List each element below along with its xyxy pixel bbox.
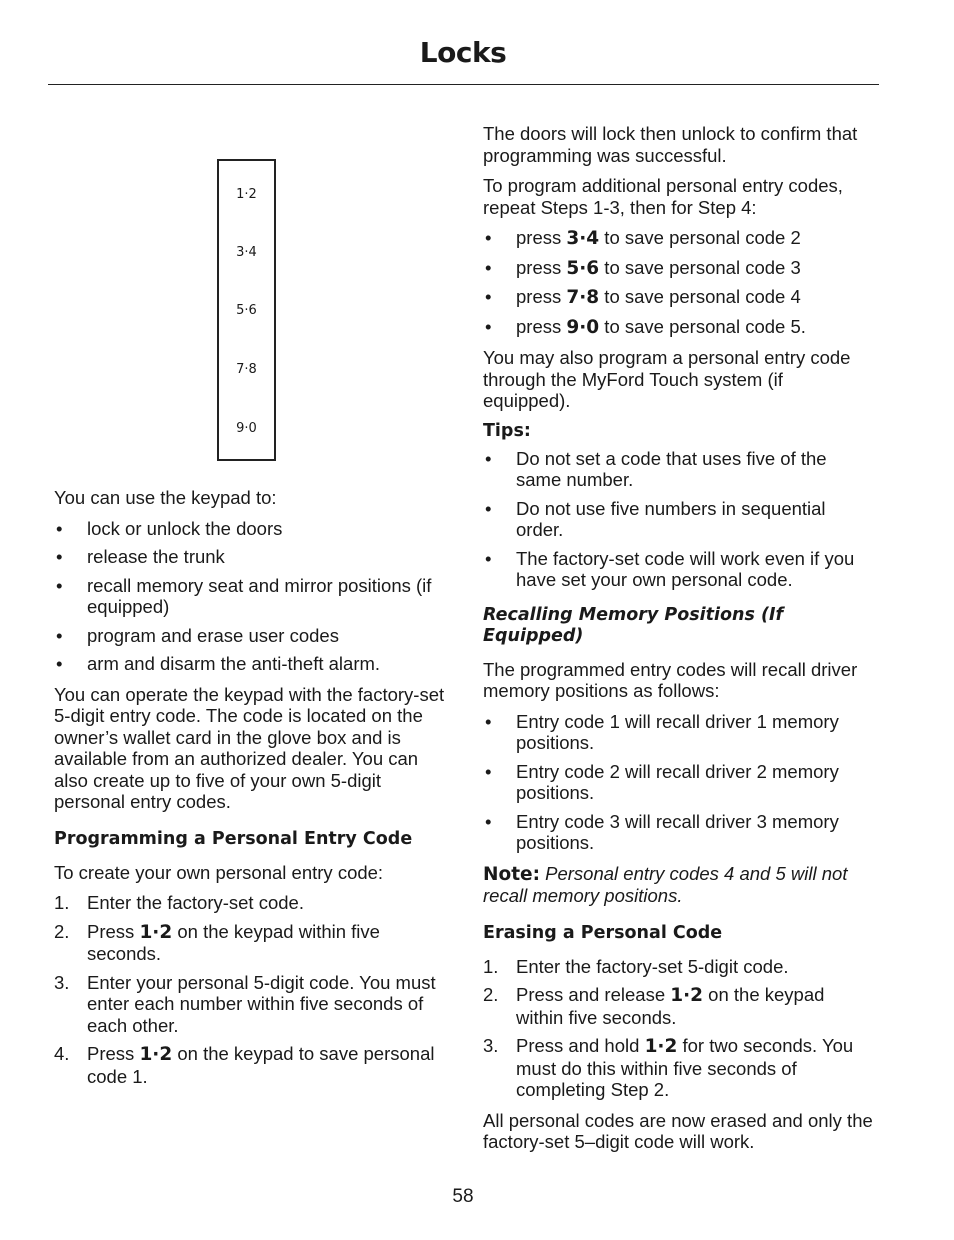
bullet: • — [56, 653, 63, 674]
list-item: • lock or unlock the doors — [56, 517, 283, 539]
additional-codes-list — [483, 227, 875, 338]
bullet: • — [485, 497, 492, 519]
step-item: 3. Enter your personal 5-digit code. You must enter each number within five seconds of each other. — [54, 971, 436, 1036]
keypad-button-3-4: 3·4 — [236, 245, 257, 260]
list-item: • Entry code 2 will recall driver 2 memory positions. — [485, 760, 839, 803]
step-number: 4. — [54, 1043, 70, 1064]
erase-steps — [483, 956, 875, 1101]
bullet: • — [485, 710, 492, 732]
keypad-button-1-2: 1·2 — [236, 187, 257, 202]
keypad-button-7-8: 7·8 — [236, 362, 257, 377]
bullet: • — [485, 810, 492, 832]
keypad-button-5-6: 5·6 — [236, 303, 257, 318]
list-item: • Entry code 3 will recall driver 3 memory positions. — [485, 810, 839, 853]
step-number: 2. — [54, 920, 70, 942]
closing-paragraph: All personal codes are now erased and only the factory-set 5–digit code will work. — [483, 1109, 873, 1152]
header-rule — [48, 84, 879, 85]
step-item: 4. Press 1·2 on the keypad to save personal code 1. — [54, 1043, 435, 1087]
programming-steps — [54, 892, 446, 1087]
recall-list — [483, 711, 875, 854]
step-item: 1. Enter the factory-set 5-digit code. — [483, 955, 789, 977]
step-number: 1. — [483, 955, 499, 977]
bullet: • — [485, 227, 492, 248]
step-item: 3. Press and hold 1·2 for two seconds. You must do this within five seconds of completing Step 2. — [483, 1035, 854, 1100]
operate-paragraph: You can operate the keypad with the factory-set 5-digit entry code. The code is located on the owner’s wallet card in the glove box and is available from an authorized dealer. You can also create up to five of your own 5-digit personal entry codes. — [54, 683, 445, 812]
left-column — [54, 487, 446, 1096]
recall-intro: The programmed entry codes will recall driver memory positions as follows: — [483, 658, 858, 701]
right-column — [483, 123, 875, 1162]
recall-heading: Recalling Memory Positions (If Equipped) — [483, 604, 784, 646]
list-item: • press 5·6 to save personal code 3 — [485, 256, 801, 279]
list-item: • recall memory seat and mirror positions (if equipped) — [56, 574, 432, 617]
list-item: • Do not set a code that uses five of the same number. — [485, 447, 827, 490]
list-item: • Entry code 1 will recall driver 1 memory positions. — [485, 710, 839, 753]
list-item: • press 3·4 to save personal code 2 — [485, 227, 801, 249]
bullet: • — [485, 256, 492, 278]
list-item: • arm and disarm the anti-theft alarm. — [56, 653, 381, 674]
bullet: • — [485, 760, 492, 782]
bullet: • — [485, 286, 492, 307]
note-label: Note: — [483, 863, 540, 885]
note-text: Personal entry codes 4 and 5 will not recall memory positions. — [483, 862, 848, 906]
step-item: 2. Press and release 1·2 on the keypad within five seconds. — [483, 984, 825, 1028]
tips-list — [483, 448, 875, 591]
programming-heading: Programming a Personal Entry Code — [54, 828, 413, 849]
myford-paragraph: You may also program a personal entry code through the MyFord Touch system (if equipped). — [483, 347, 851, 411]
page-number: 58 — [452, 1186, 474, 1207]
erase-heading: Erasing a Personal Code — [483, 922, 723, 943]
list-item: • press 9·0 to save personal code 5. — [485, 315, 806, 338]
list-item: • The factory-set code will work even if you have set your own personal code. — [485, 547, 855, 590]
bullet: • — [56, 574, 63, 596]
bullet: • — [56, 624, 63, 646]
bullet: • — [56, 517, 63, 539]
step-number: 3. — [483, 1035, 499, 1056]
confirm-paragraph: The doors will lock then unlock to confirm that programming was successful. — [483, 123, 858, 166]
bullet: • — [485, 315, 492, 337]
step-item: 1. Enter the factory-set code. — [54, 892, 304, 913]
step-number: 3. — [54, 971, 70, 993]
bullet: • — [485, 547, 492, 569]
list-item: • Do not use five numbers in sequential order. — [485, 497, 826, 540]
note — [483, 863, 875, 907]
bullet: • — [485, 447, 492, 469]
list-item: • program and erase user codes — [56, 624, 339, 646]
step-item: 2. Press 1·2 on the keypad within five seconds. — [54, 920, 380, 964]
step-number: 2. — [483, 984, 499, 1005]
step-number: 1. — [54, 892, 70, 913]
tips-heading: Tips: — [483, 420, 531, 441]
programming-intro: To create your own personal entry code: — [54, 861, 384, 883]
additional-codes-paragraph: To program additional personal entry codes, repeat Steps 1-3, then for Step 4: — [483, 175, 843, 218]
list-item: • press 7·8 to save personal code 4 — [485, 286, 801, 308]
keypad-button-9-0: 9·0 — [236, 421, 257, 436]
bullet: • — [56, 546, 63, 567]
keypad-uses-intro: You can use the keypad to: — [54, 487, 277, 508]
keypad-uses-list — [54, 518, 446, 675]
page-title: Locks — [419, 36, 507, 69]
keypad-illustration — [217, 159, 276, 461]
list-item: • release the trunk — [56, 546, 225, 567]
